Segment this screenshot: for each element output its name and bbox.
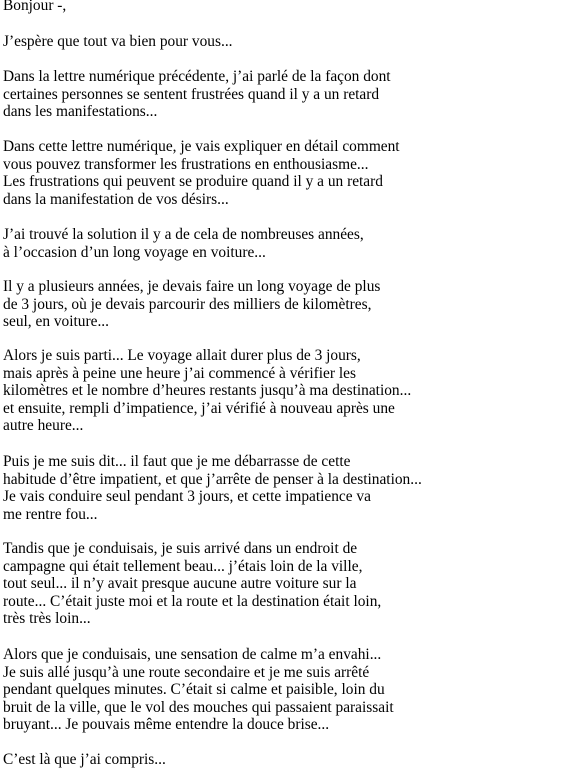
text-line: Bonjour -, <box>3 0 67 14</box>
text-line: tout seul... il n’y avait presque aucune autre voiture sur la <box>3 575 357 593</box>
paragraph-10 <box>3 646 394 734</box>
paragraph-8 <box>3 453 422 523</box>
text-line: J’ai trouvé la solution il y a de cela de nombreuses années, <box>3 226 364 243</box>
text-line: vous pouvez transformer les frustrations en enthousiasme... <box>3 155 369 173</box>
text-line: dans la manifestation de vos désirs... <box>3 190 229 208</box>
paragraph-6 <box>3 278 380 331</box>
text-line: Je vais conduire seul pendant 3 jours, et cette impatience va <box>3 488 371 506</box>
text-line: kilomètres et le nombre d’heures restants jusqu’à ma destination... <box>3 382 412 400</box>
text-line: Alors que je conduisais, une sensation de calme m’a envahi... <box>3 646 382 663</box>
text-line: autre heure... <box>3 417 84 435</box>
text-line: bruyant... Je pouvais même entendre la douce brise... <box>3 716 330 734</box>
paragraph-4 <box>3 138 400 208</box>
paragraph-5 <box>3 226 364 261</box>
paragraph-greeting <box>3 0 66 15</box>
text-line: de 3 jours, où je devais parcourir des milliers de kilomètres, <box>3 295 372 313</box>
text-line: bruit de la ville, que le vol des mouches qui passaient paraissait <box>3 698 394 716</box>
text-line: dans les manifestations... <box>3 103 158 121</box>
text-line: pendant quelques minutes. C’était si calme et paisible, loin du <box>3 681 385 699</box>
text-line: route... C’était juste moi et la route et la destination était loin, <box>3 592 382 610</box>
text-line: Puis je me suis dit... il faut que je me débarrasse de cette <box>3 453 351 470</box>
text-line: C’est là que j’ai compris... <box>3 751 166 768</box>
text-line: campagne qui était tellement beau... j’étais loin de la ville, <box>3 557 363 575</box>
text-line: J’espère que tout va bien pour vous... <box>3 33 233 50</box>
paragraph-7 <box>3 347 411 435</box>
text-line: mais après à peine une heure j’ai commencé à vérifier les <box>3 364 356 382</box>
text-line: me rentre fou... <box>3 505 98 523</box>
text-line: et ensuite, rempli d’impatience, j’ai vérifié à nouveau après une <box>3 399 395 417</box>
text-line: à l’occasion d’un long voyage en voiture... <box>3 243 266 261</box>
text-line: Il y a plusieurs années, je devais faire un long voyage de plus <box>3 278 381 295</box>
text-line: habitude d’être impatient, et que j’arrête de penser à la destination... <box>3 470 422 488</box>
text-line: Dans cette lettre numérique, je vais expliquer en détail comment <box>3 138 400 155</box>
paragraph-3 <box>3 68 391 121</box>
text-line: Alors je suis parti... Le voyage allait durer plus de 3 jours, <box>3 347 361 364</box>
text-line: Tandis que je conduisais, je suis arrivé dans un endroit de <box>3 540 358 557</box>
paragraph-2 <box>3 33 233 51</box>
text-line: certaines personnes se sentent frustrées quand il y a un retard <box>3 85 380 103</box>
paragraph-11 <box>3 751 166 769</box>
paragraph-9 <box>3 540 381 628</box>
text-line: très très loin... <box>3 610 91 628</box>
text-line: seul, en voiture... <box>3 313 109 331</box>
text-line: Je suis allé jusqu’à une route secondaire et je me suis arrêté <box>3 663 370 681</box>
text-line: Dans la lettre numérique précédente, j’ai parlé de la façon dont <box>3 68 391 85</box>
text-line: Les frustrations qui peuvent se produire quand il y a un retard <box>3 173 383 191</box>
